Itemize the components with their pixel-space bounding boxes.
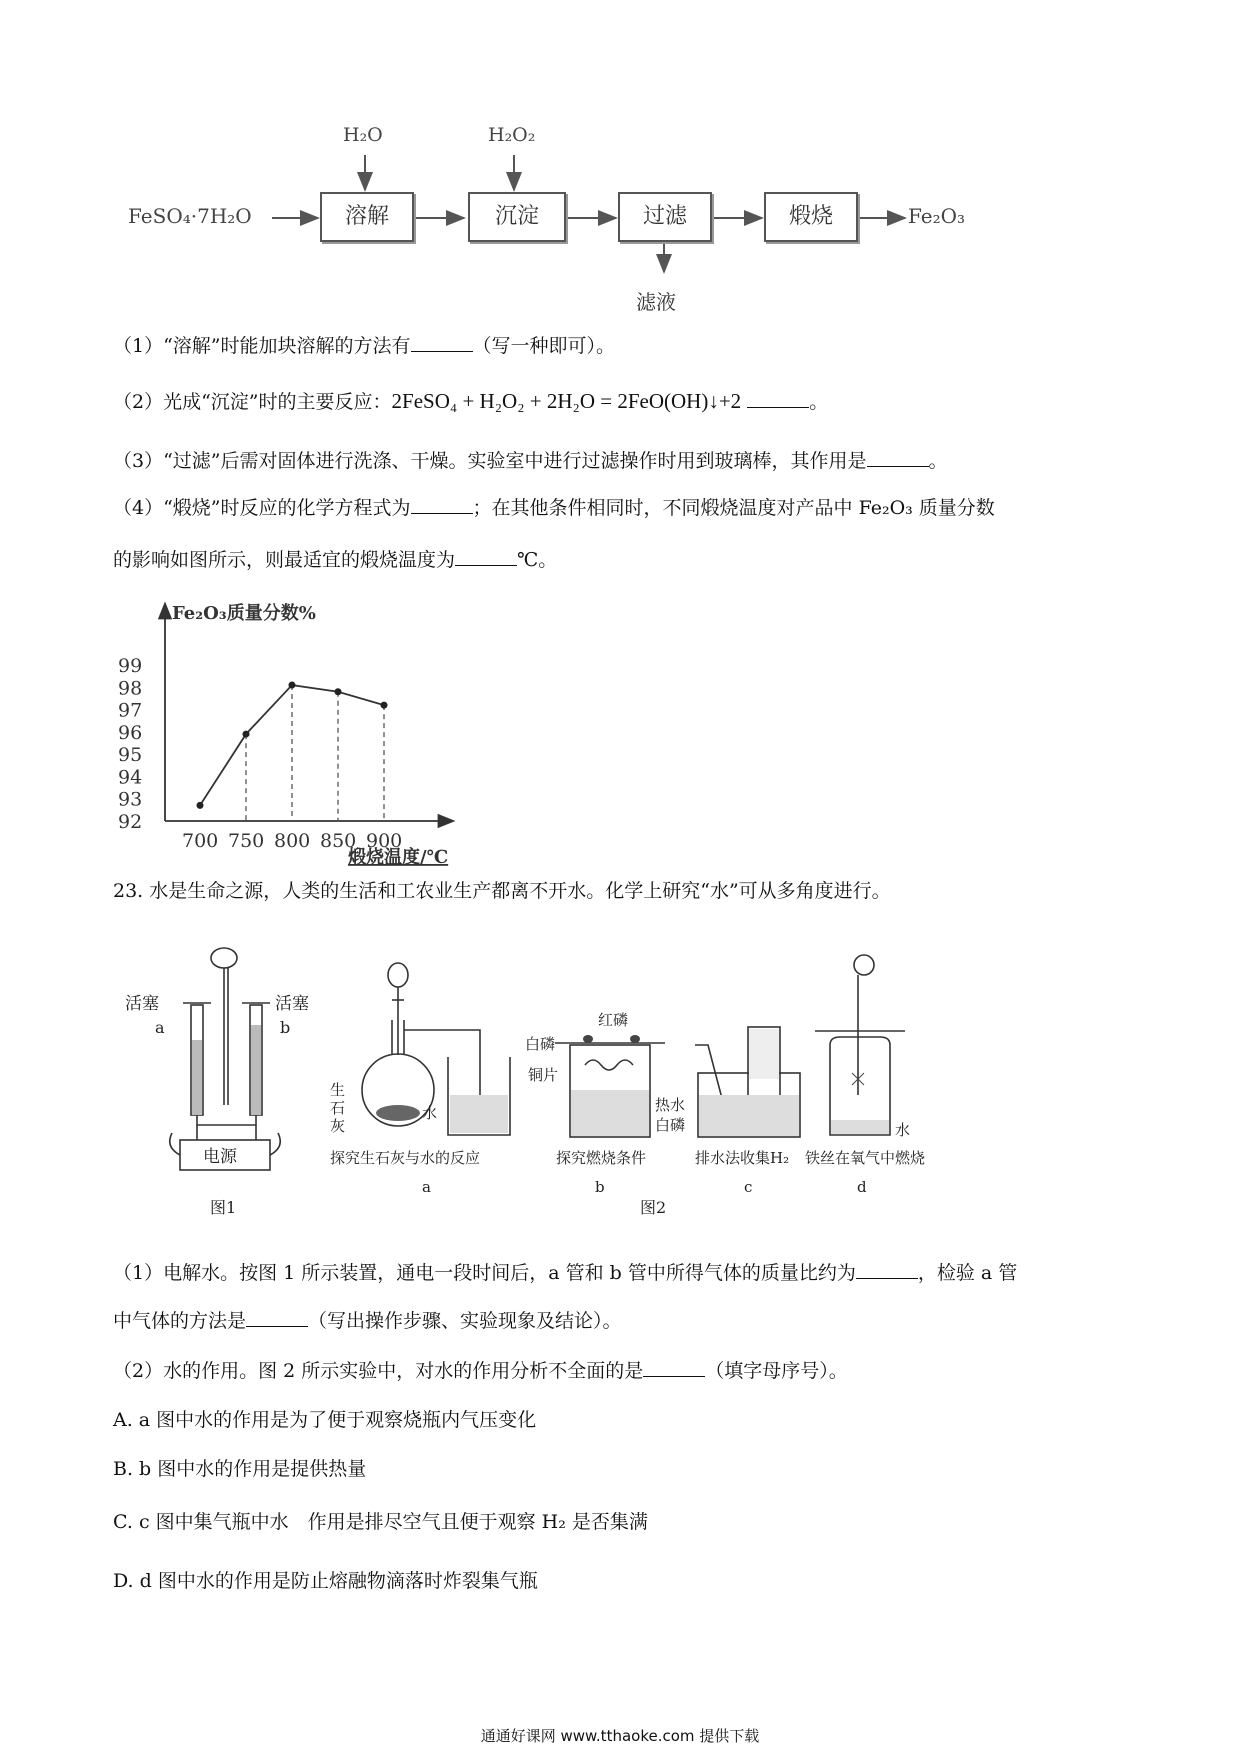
answer-blank[interactable] [455,547,517,566]
data-point [197,802,204,809]
answer-blank[interactable] [856,1260,918,1279]
y-tick-label: 92 [118,811,143,833]
q23-part2 [113,1358,848,1384]
fig2a-caption: 探究生石灰与水的反应 [330,1149,481,1167]
flow-filtrate: 滤液 [636,290,676,314]
q22-part4-tail: ℃。 [517,549,558,571]
flow-input-water: H₂O [343,124,383,146]
fig2d-letter: d [857,1178,867,1196]
fig2c-letter: c [744,1178,753,1196]
q22-part4-line2 [113,547,557,573]
answer-blank[interactable] [747,389,809,408]
answer-blank[interactable] [411,333,473,352]
q23-part1-tail: ，检验 a 管 [917,1262,1018,1284]
flow-step-dissolve: 溶解 [320,192,414,242]
q23-part1 [113,1260,1017,1286]
q22-part3-text: （3）“过滤”后需对固体进行洗涤、干燥。实验室中进行过滤操作时用到玻璃棒，其作用是 [113,450,867,472]
answer-blank[interactable] [246,1308,308,1327]
chart-ylabel: Fe₂O₃质量分数% [172,603,316,624]
q22-part1-text: （1）“溶解”时能加块溶解的方法有 [113,335,411,357]
hot-water-label: 热水 [655,1096,686,1114]
x-tick-label: 700 [182,830,219,852]
q22-equation: 2FeSO₄ + H₂O₂ + 2H₂O = 2FeO(OH)↓+2 [391,389,742,413]
q22-part1-tail: （写一种即可）。 [472,335,616,357]
option-c[interactable]: C. c 图中集气瓶中水 作用是排尽空气且便于观察 H₂ 是否集满 [113,1511,648,1533]
data-point [381,702,388,709]
q22-part2 [113,388,828,415]
q22-part4-line2-text: 的影响如图所示，则最适宜的煅烧温度为 [113,549,456,571]
y-tick-label: 94 [118,766,143,789]
data-point [335,688,342,695]
valve-left-label: 活塞 [125,994,159,1014]
fig2b-caption: 探究燃烧条件 [556,1149,647,1167]
fig2a-letter: a [422,1178,431,1196]
q23-part1-line2-text: 中气体的方法是 [113,1310,247,1332]
red-phosphorus-label: 红磷 [598,1011,629,1029]
flow-step-calcine: 煅烧 [764,192,858,242]
q22-part1 [113,333,615,359]
fig2d-water-label: 水 [895,1121,911,1139]
valve-right-label: 活塞 [275,994,309,1014]
y-tick-label: 93 [118,788,143,811]
x-tick-label: 900 [366,830,403,852]
option-a[interactable]: A. a 图中水的作用是为了便于观察烧瓶内气压变化 [113,1409,537,1431]
flow-step-filter: 过滤 [618,192,712,242]
white-phosphorus-bottom-label: 白磷 [655,1116,686,1134]
x-tick-label: 850 [320,830,357,852]
fig2d-caption: 铁丝在氧气中燃烧 [805,1149,926,1167]
fig2b-letter: b [595,1178,605,1196]
figure1-electrolysis [115,945,315,1225]
y-tick-label: 96 [118,721,143,744]
figure1-caption: 图1 [210,1198,237,1217]
fig2c-caption: 排水法收集H₂ [695,1149,790,1167]
answer-blank[interactable] [867,448,929,467]
q22-part3-tail: 。 [928,450,948,472]
quicklime-label-1: 生 [330,1081,346,1099]
white-phosphorus-top-label: 白磷 [525,1035,556,1053]
flow-input-peroxide: H₂O₂ [488,124,536,146]
quicklime-label-3: 灰 [330,1117,346,1135]
tube-b-label: b [280,1018,291,1037]
q23-part2-tail: （填字母序号）。 [705,1360,848,1382]
y-tick-label: 97 [118,699,143,722]
option-d[interactable]: D. d 图中水的作用是防止熔融物滴落时炸裂集气瓶 [113,1570,538,1592]
q22-part3 [113,448,948,474]
chart-xlabel: 煅烧温度/℃ [348,847,449,868]
q22-part2-tail: 。 [809,391,829,413]
option-b[interactable]: B. b 图中水的作用是提供热量 [113,1458,367,1480]
q22-part4-text: （4）“煅烧”时反应的化学方程式为 [113,497,411,519]
tube-a-label: a [155,1018,165,1037]
answer-blank[interactable] [643,1358,705,1377]
flow-arrows [0,0,1240,320]
figure2-experiments [330,945,970,1225]
x-tick-label: 750 [228,830,265,852]
q23-part1-line2 [113,1308,622,1334]
line-chart [110,595,510,870]
quicklime-label-2: 石 [330,1099,346,1117]
page-footer: 通通好课网 www.tthaoke.com 提供下载 [480,1727,760,1745]
data-point [243,731,250,738]
flow-output: Fe₂O₃ [908,204,966,228]
q23-part1-text: （1）电解水。按图 1 所示装置，通电一段时间后，a 管和 b 管中所得气体的质量比约为 [113,1262,856,1284]
answer-blank[interactable] [411,495,473,514]
y-tick-label: 98 [118,677,143,700]
copper-sheet-label: 铜片 [528,1066,559,1084]
y-tick-label: 95 [118,744,143,767]
y-tick-label: 99 [118,655,143,677]
data-point [289,682,296,689]
q22-part4-mid: ；在其他条件相同时，不同煅烧温度对产品中 Fe₂O₃ 质量分数 [472,497,995,519]
q23-part2-text: （2）水的作用。图 2 所示实验中，对水的作用分析不全面的是 [113,1360,644,1382]
q22-part2-text: （2）光成“沉淀”时的主要反应： [113,391,392,413]
x-tick-label: 800 [274,830,311,852]
flow-start: FeSO₄·7H₂O [128,204,252,228]
q22-part4 [113,495,995,521]
power-label: 电源 [203,1147,237,1167]
figure2-caption: 图2 [640,1198,667,1217]
q23-intro: 23. 水是生命之源，人类的生活和工农业生产都离不开水。化学上研究“水”可从多角度进行。 [113,880,891,902]
q23-part1-line2-tail: （写出操作步骤、实验现象及结论）。 [308,1310,622,1332]
flow-step-precipitate: 沉淀 [468,192,566,242]
fig2a-water-label: 水 [422,1104,438,1122]
